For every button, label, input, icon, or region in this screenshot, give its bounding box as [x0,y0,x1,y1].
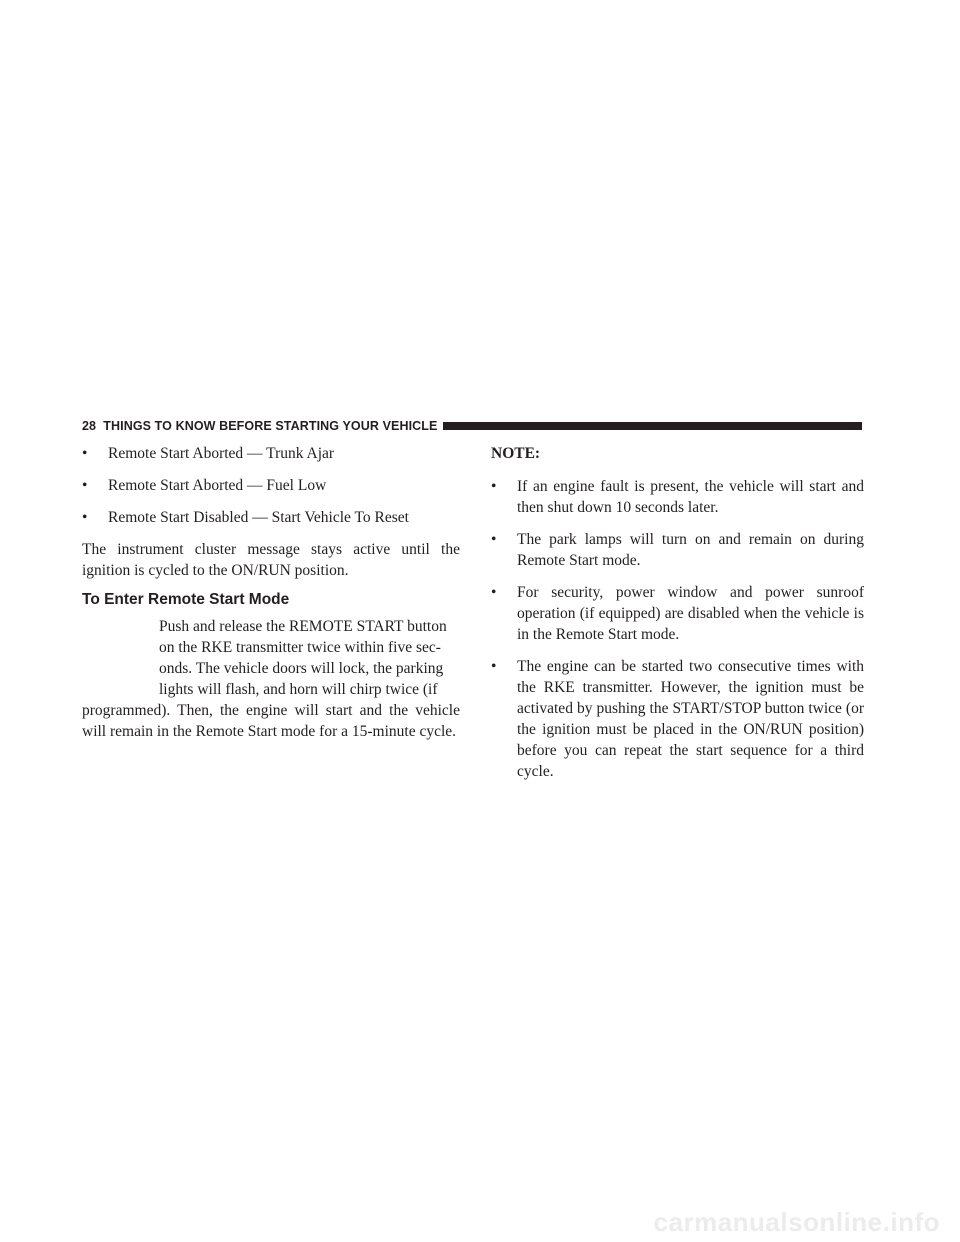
right-column [491,443,864,793]
remote-start-line: lights will flash, and horn will chirp twice (if [159,681,438,698]
note-label: NOTE: [491,445,541,462]
list-item-text: Remote Start Disabled — Start Vehicle To Reset [108,509,409,526]
bullet-icon: • [491,584,497,601]
left-column [82,443,460,742]
list-item-text: The engine can be started two consecutive times with the RKE transmitter. However, the ignition must be activated by pushing the START/STOP button twice (or the ignition must be placed in the ON/RUN position) before you can repeat the start sequence for a third cycle. [517,658,864,780]
bullet-icon: • [82,477,88,494]
watermark [654,1207,940,1238]
list-item [82,443,460,464]
section-heading: To Enter Remote Start Mode [82,591,290,608]
list-item [491,582,864,645]
page-number: 28 [82,419,97,433]
list-item-text: Remote Start Aborted — Fuel Low [108,477,327,494]
watermark-text: carmanualsonline.info [653,1207,940,1237]
section-title: THINGS TO KNOW BEFORE STARTING YOUR VEHICLE [103,419,438,433]
bullet-icon: • [82,509,88,526]
page-header [82,417,862,435]
bullet-icon: • [491,658,497,675]
list-item [491,529,864,571]
list-item [82,507,460,528]
remote-start-continuation: programmed). Then, the engine will start and the vehicle will remain in the Remote Start mode for a 15-minute cycle. [82,702,460,740]
list-item [82,475,460,496]
list-item-text: The park lamps will turn on and remain on during Remote Start mode. [517,531,864,569]
list-item-text: Remote Start Aborted — Trunk Ajar [108,445,335,462]
bullet-icon: • [491,531,497,548]
remote-start-line: on the RKE transmitter twice within five sec- [159,639,441,656]
cluster-message-paragraph: The instrument cluster message stays active until the ignition is cycled to the ON/RUN position. [82,541,460,579]
remote-start-line: onds. The vehicle doors will lock, the parking [159,660,444,677]
bullet-icon: • [82,445,88,462]
list-item [491,476,864,518]
list-item-text: If an engine fault is present, the vehicle will start and then shut down 10 seconds later. [517,478,864,516]
list-item [491,656,864,782]
page-header-text [82,419,437,433]
remote-start-line: Push and release the REMOTE START button [159,618,447,635]
bullet-icon: • [491,478,497,495]
list-item-text: For security, power window and power sunroof operation (if equipped) are disabled when the vehicle is in the Remote Start mode. [517,584,864,643]
remote-start-paragraph [82,616,460,742]
header-rule [443,422,862,430]
